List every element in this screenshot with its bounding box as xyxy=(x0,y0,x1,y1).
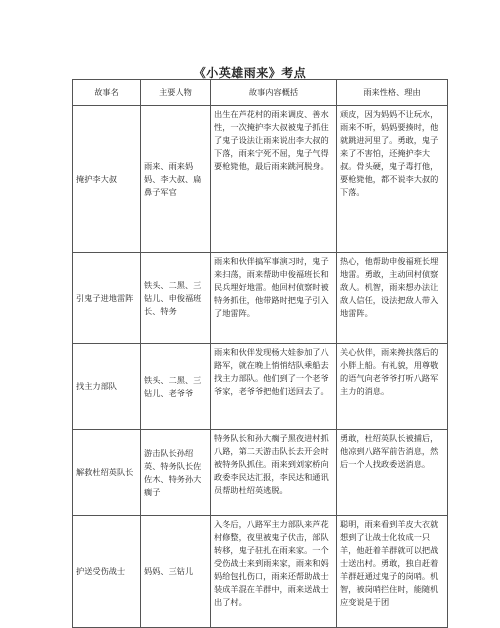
table-row xyxy=(73,430,448,516)
table-row xyxy=(73,106,448,253)
summary-cell: 入冬后，八路军主力部队来芦花村修整，夜里被鬼子伏击，部队转移，鬼子驻扎在雨来家。一个受伤战士来到雨来家，雨来和妈妈给包扎伤口，雨来还帮助战士装成羊混在羊群中，雨来送战士出了村。 xyxy=(211,516,337,628)
summary-cell: 雨来和伙伴搞军事演习时，鬼子来扫荡，雨来帮助申俊福班长和民兵埋好地雷。他回村侦察时被特务抓住，他带路时把鬼子引入了地雷阵。 xyxy=(211,253,337,344)
story-cell: 护送受伤战士 xyxy=(73,516,141,628)
traits-cell: 顽皮，因为妈妈不让玩水，雨来不听，妈妈要揍时，他就跳进河里了。勇敢，鬼子来了不害怕，还掩护李大叔。骨头硬，鬼子毒打他，要枪毙他，都不说李大叔的下落。 xyxy=(337,106,448,253)
people-cell: 雨来、雨来妈妈、李大叔、扁鼻子军官 xyxy=(141,106,211,253)
people-cell: 游击队长孙绍英、特务队长佐佐木、特务孙大瘸子 xyxy=(141,430,211,516)
header-summary: 故事内容概括 xyxy=(211,80,337,106)
people-cell: 妈妈、三钻儿 xyxy=(141,516,211,628)
table-row xyxy=(73,253,448,344)
table-row xyxy=(73,344,448,430)
people-cell: 铁头、二黑、三钻儿、申俊福班长、特务 xyxy=(141,253,211,344)
page-title: 《小英雄雨来》考点 xyxy=(193,66,307,80)
traits-cell: 热心，他帮助申俊福班长埋地雷。勇敢，主动回村侦察敌人。机智，雨来想办法让敌人信任，设法把敌人带入地雷阵。 xyxy=(337,253,448,344)
table-header-row xyxy=(73,80,448,106)
header-story: 故事名 xyxy=(73,80,141,106)
header-traits: 雨来性格、理由 xyxy=(337,80,448,106)
exam-points-table xyxy=(72,79,448,628)
header-people: 主要人物 xyxy=(141,80,211,106)
summary-cell: 雨来和伙伴发现杨大娃参加了八路军，就在晚上悄悄结队乘船去找主力部队。他们到了一个老爷爷家，老爷爷把他们送回去了。 xyxy=(211,344,337,430)
traits-cell: 勇敢，杜绍英队长被捕后，他凉到八路军前告消息，然后一个人找政委送消息。 xyxy=(337,430,448,516)
table-row xyxy=(73,516,448,628)
traits-cell: 关心伙伴，雨来搀扶落后的小胖上船。有礼貌，用尊敬的语气向老爷爷打听八路军主力的消息。 xyxy=(337,344,448,430)
traits-cell: 聪明，雨来看到羊皮大衣就想到了让战士化妆成一只羊，他赶着羊群就可以把战士送出村。勇敢，独自赶着羊群赶通过鬼子的岗哨。机智，被岗哨拦住时，能随机应变说是于团 xyxy=(337,516,448,628)
summary-cell: 特务队长和孙大瘸子黑夜进村抓八路，第二天游击队长去开会时被特务队抓住。雨来到刘家桥向政委李民达汇报，李民达和通讯员帮助杜绍英逃脱。 xyxy=(211,430,337,516)
story-cell: 掩护李大叔 xyxy=(73,106,141,253)
story-cell: 引鬼子进地雷阵 xyxy=(73,253,141,344)
people-cell: 铁头、二黑、三钻儿、老爷爷 xyxy=(141,344,211,430)
summary-cell: 出生在芦花村的雨来调皮、善水性，一次掩护李大叔被鬼子抓住了鬼子设法让雨来说出李大叔的下落，雨来宁死不屈，鬼子气得要枪毙他，最后雨来跳河脱身。 xyxy=(211,106,337,253)
story-cell: 找主力部队 xyxy=(73,344,141,430)
story-cell: 解救杜绍英队长 xyxy=(73,430,141,516)
